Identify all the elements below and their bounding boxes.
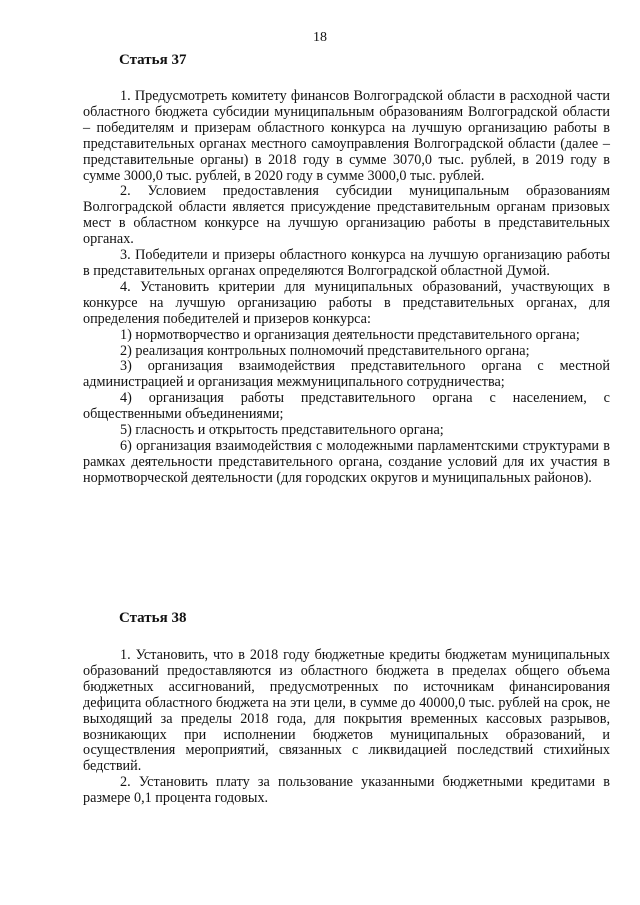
article-38-body bbox=[83, 648, 610, 807]
criteria-item-5: 5) гласность и открытость представительного органа; bbox=[120, 422, 444, 439]
article-37-paragraph-3: 3. Победители и призеры областного конкурса на лучшую организацию работы в представительных органах определяются Волгоградской областной Думой. bbox=[83, 247, 610, 279]
criteria-item-6: 6) организация взаимодействия с молодежными парламентскими структурами в рамках деятельности представительного органа, создание условий для их участия в нормотворческой деятельности (для городских округов и муниципальных районов). bbox=[83, 437, 610, 486]
article-38-title: Статья 38 bbox=[119, 610, 187, 626]
article-37-paragraph-4: 4. Установить критерии для муниципальных образований, участвующих в конкурсе на лучшую организацию работы в представительных органах, для определения победителей и призеров конкурса: bbox=[83, 278, 610, 327]
article-37-title: Статья 37 bbox=[119, 52, 187, 68]
page-number: 18 bbox=[313, 30, 327, 45]
article-37-body bbox=[83, 89, 610, 487]
criteria-item-3: 3) организация взаимодействия представительного органа с местной администрацией и организация межмуниципального сотрудничества; bbox=[83, 358, 610, 391]
article-38-paragraph-1: 1. Установить, что в 2018 году бюджетные кредиты бюджетам муниципальных образований предоставляются из областного бюджета в пределах общего объема бюджетных ассигнований, предусмотренных по источникам финансирования дефицита областного бюджета на эти цели, в сумме до 40000,0 тыс. рублей на срок, не выходящий за пределы 2018 года, для покрытия временных кассовых разрывов, возникающих при исполнении бюджетов муниципальных образований, и осуществления мероприятий, связанных с ликвидацией последствий стихийных бедствий. bbox=[83, 647, 610, 775]
criteria-item-2: 2) реализация контрольных полномочий представительного органа; bbox=[120, 342, 530, 359]
criteria-item-4: 4) организация работы представительного органа с населением, с общественными объединениями; bbox=[83, 390, 610, 423]
article-38-paragraph-2: 2. Установить плату за пользование указанными бюджетными кредитами в размере 0,1 процента годовых. bbox=[83, 774, 610, 807]
article-37-paragraph-1: 1. Предусмотреть комитету финансов Волгоградской области в расходной части областного бюджета субсидии муниципальным образованиям Волгоградской области – победителям и призерам областного конкурса на лучшую организацию работы в представительных органах местного самоуправления Волгоградской области (далее – представительные органы) в 2018 году в сумме 3070,0 тыс. рублей, в 2019 году в сумме 3000,0 тыс. рублей, в 2020 году в сумме 3000,0 тыс. рублей. bbox=[83, 88, 610, 184]
criteria-item-1: 1) нормотворчество и организация деятельности представительного органа; bbox=[120, 326, 580, 343]
article-37-paragraph-2: 2. Условием предоставления субсидии муниципальным образованиям Волгоградской области является присуждение представительным органам призовых мест в областном конкурсе на лучшую организацию работы в представительных органах. bbox=[83, 183, 610, 248]
